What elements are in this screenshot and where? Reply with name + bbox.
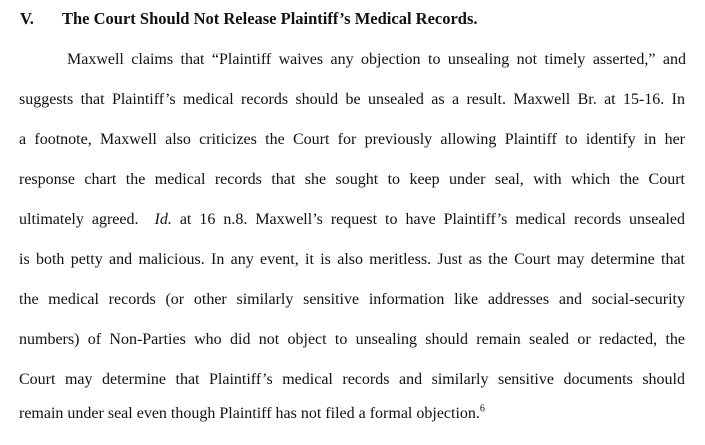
paragraph-line-2: suggests that Plaintiff’s medical records should be unsealed as a result. Maxwell Br. at 15-16. In xyxy=(19,91,685,108)
section-title: The Court Should Not Release Plaintiff’s Medical Records. xyxy=(62,9,478,28)
paragraph-line-4: response chart the medical records that she sought to keep under seal, with which the Court xyxy=(19,171,685,188)
line-5-text-a: ultimately agreed. xyxy=(19,211,139,228)
paragraph-line-6: is both petty and malicious. In any event, it is also meritless. Just as the Court may determine that xyxy=(19,251,685,268)
section-heading xyxy=(20,8,478,30)
paragraph-line-9: Court may determine that Plaintiff’s medical records and similarly sensitive documents should xyxy=(19,371,685,388)
paragraph-line-1: Maxwell claims that “Plaintiff waives any objection to unsealing not timely asserted,” and xyxy=(67,51,686,68)
line-10-text: remain under seal even though Plaintiff has not filed a formal objection. xyxy=(19,405,480,422)
section-number: V. xyxy=(20,9,34,28)
paragraph-line-7: the medical records (or other similarly sensitive information like addresses and social-security xyxy=(19,291,685,308)
paragraph-line-10 xyxy=(19,403,485,425)
paragraph-line-8: numbers) of Non-Parties who did not object to unsealing should remain sealed or redacted, the xyxy=(19,331,685,348)
line-5-text-b: at 16 n.8. Maxwell’s request to have Plaintiff’s medical records unsealed xyxy=(179,211,686,228)
citation-id: Id. xyxy=(154,211,172,228)
footnote-marker[interactable]: 6 xyxy=(479,403,485,415)
paragraph-line-3: a footnote, Maxwell also criticizes the Court for previously allowing Plaintiff to identify in her xyxy=(19,131,685,148)
paragraph-line-5 xyxy=(19,209,685,231)
